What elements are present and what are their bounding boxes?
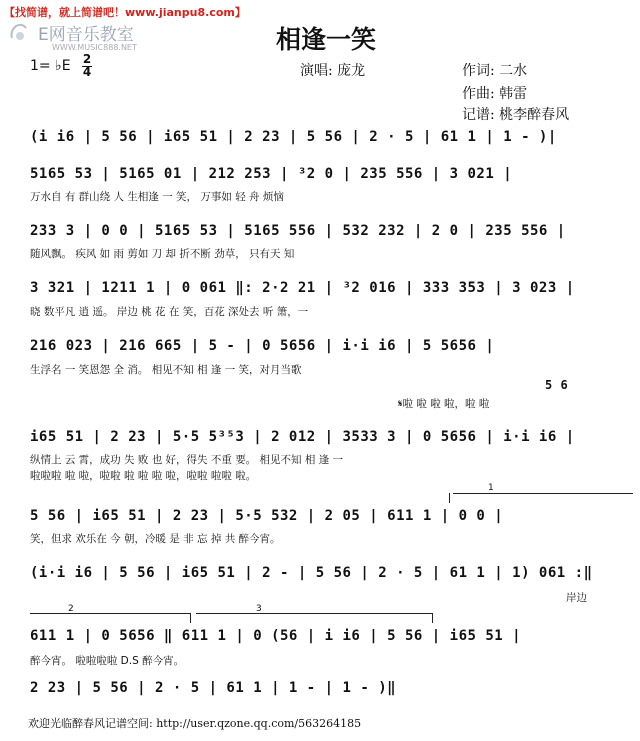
lyrics-row-6: 纵情上 云 霄，成功 失 败 也 好，得失 不重 要。 相见不知 相 逢 一 — [30, 454, 344, 466]
composer-credit: 作曲: 韩雷 — [462, 86, 528, 102]
footer-note: 欢迎光临醉春风记谱空间: http://user.qzone.qq.com/563264185 — [28, 717, 362, 730]
volta-1-label: 1 — [488, 483, 494, 493]
music-logo-icon — [8, 22, 30, 44]
time-signature — [82, 54, 92, 78]
song-title: 相逢一笑 — [276, 25, 377, 54]
volta-1-hook — [449, 493, 450, 503]
volta-2-bracket — [30, 613, 190, 614]
time-numerator: 2 — [82, 52, 92, 66]
key-signature: 1= ♭E — [30, 58, 71, 74]
score-row-7: 5 56 | i65 51 | 2 23 | 5·5 532 | 2 05 | 611 1 | 0 0 | — [30, 508, 504, 524]
lyrics-row-3: 随风飘。 疾风 如 雨 剪如 刀 却 折不断 劲草， 只有天 知 — [30, 248, 295, 260]
score-row-4: 3 321 | 1211 1 | 0 061 ‖: 2·2 21 | ³2 016 | 333 353 | 3 023 | — [30, 280, 575, 296]
lyrics-row-8: 岸边 — [566, 592, 587, 604]
score-row-5: 216 023 | 216 665 | 5 - | 0 5656 | i·i i6 | 5 5656 | — [30, 338, 495, 354]
lyrics-row-2: 万水自 有 群山绕 人 生相逢 一 笑， 万事如 轻 舟 烦恼 — [30, 191, 284, 203]
source-banner: 【找简谱，就上简谱吧！www.jianpu8.com】 — [4, 6, 246, 19]
transcriber-credit: 记谱: 桃李醉春风 — [462, 107, 570, 123]
volta-2-label: 2 — [68, 604, 74, 614]
lyrics-row-5: 生浮名 一 笑恩怨 全 消。 相见不知 相 逢 一 笑，对月当歌 — [30, 364, 302, 376]
volta-1-bracket — [453, 493, 633, 494]
score-row-3: 233 3 | 0 0 | 5165 53 | 5165 556 | 532 232 | 2 0 | 235 556 | — [30, 223, 566, 239]
lyricist-credit: 作词: 二水 — [462, 63, 528, 79]
score-row-2: 5165 53 | 5165 01 | 212 253 | ³2 0 | 235 556 | 3 021 | — [30, 166, 513, 182]
volta-2-hook — [190, 613, 191, 623]
volta-3-label: 3 — [256, 604, 262, 614]
time-denominator: 4 — [82, 65, 92, 79]
score-row-9: 611 1 | 0 5656 ‖ 611 1 | 0 (56 | i i6 | 5 56 | i65 51 | — [30, 628, 522, 644]
lyrics-row-6-harmony: 啦啦啦 啦 啦，啦啦 啦 啦 啦 啦，啦啦 啦啦 啦。 — [30, 470, 257, 482]
score-row-1: (i i6 | 5 56 | i65 51 | 2 23 | 5 56 | 2 · 5 | 61 1 | 1 - )| — [30, 129, 557, 145]
volta-3-bracket — [196, 613, 432, 614]
score-row-8: (i·i i6 | 5 56 | i65 51 | 2 - | 5 56 | 2 · 5 | 61 1 | 1) 061 :‖ — [30, 565, 593, 581]
lyrics-row-4: 晓 数平凡 逍 遥。 岸边 桃 花 在 笑，百花 深处去 听 箫，一 — [30, 306, 309, 318]
volta-3-hook — [432, 613, 433, 623]
score-row-10: 2 23 | 5 56 | 2 · 5 | 61 1 | 1 - | 1 - )‖ — [30, 680, 397, 696]
lyrics-row-7: 笑，但求 欢乐在 今 朝，冷暖 是 非 忘 掉 共 醉今宵。 — [30, 533, 281, 545]
score-row-6: i65 51 | 2 23 | 5·5 5³⁵3 | 2 012 | 3533 3 | 0 5656 | i·i i6 | — [30, 429, 575, 445]
watermark: E网音乐教室 — [38, 25, 134, 45]
singer-credit: 演唱: 庞龙 — [300, 63, 366, 79]
watermark-url: WWW.MUSIC888.NET — [52, 43, 137, 52]
harmony-lyrics: 𝄋啦 啦 啦 啦，啦 啦 — [398, 398, 490, 410]
harmony-notes: 5 6 — [545, 378, 569, 392]
lyrics-row-9: 醉今宵。 啦啦啦啦 D.S 醉今宵。 — [30, 655, 185, 667]
